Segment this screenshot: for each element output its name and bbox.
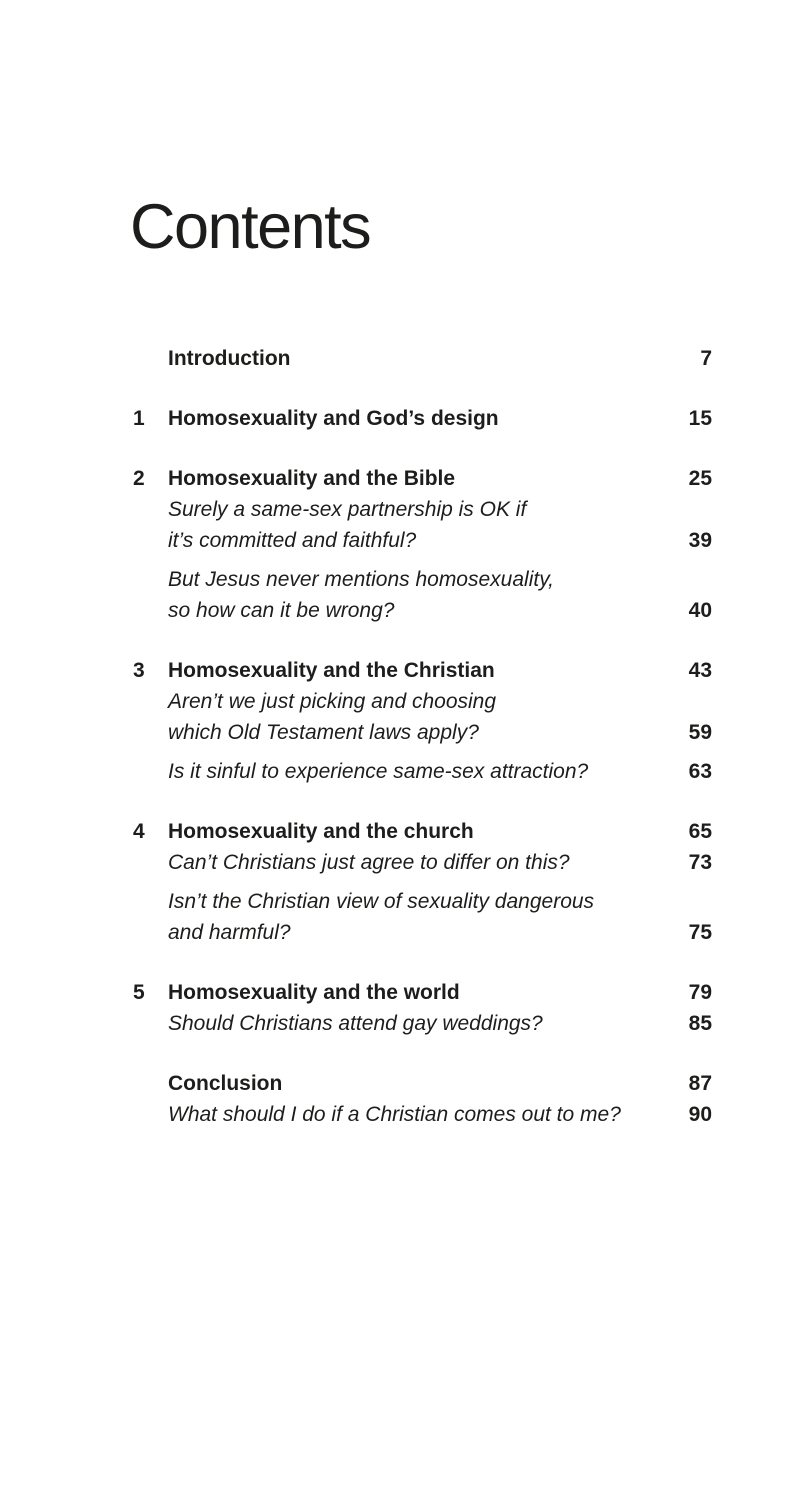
toc-entry-chapter-4 (133, 816, 712, 948)
toc-page-number: 25 (688, 467, 712, 490)
toc-page-number: 43 (688, 659, 712, 682)
question-line: What should I do if a Christian comes out to me? (168, 1103, 621, 1126)
toc-page-number: 65 (688, 820, 712, 843)
toc-page-number: 79 (688, 981, 712, 1004)
question-line: Aren’t we just picking and choosing (168, 690, 497, 713)
question-row (133, 525, 712, 556)
toc-entry-chapter-5 (133, 977, 712, 1039)
question-row (133, 1099, 712, 1130)
chapter-number: 3 (133, 659, 145, 682)
toc-title-row (133, 403, 712, 434)
table-of-contents (133, 343, 712, 1130)
question-row (133, 847, 712, 878)
chapter-title: Homosexuality and the Bible (168, 467, 456, 490)
chapter-title: Homosexuality and God’s design (168, 407, 499, 430)
toc-page-number: 75 (688, 921, 712, 944)
toc-title-row (133, 977, 712, 1008)
question-line: which Old Testament laws apply? (168, 721, 479, 744)
toc-page-number: 73 (688, 851, 712, 874)
question-row (133, 1008, 712, 1039)
question-row (133, 886, 712, 917)
toc-page-number: 63 (688, 760, 712, 783)
question-block (133, 1099, 712, 1130)
toc-title-row (133, 343, 712, 374)
toc-page-number: 85 (688, 1012, 712, 1035)
toc-page-number: 87 (688, 1072, 712, 1095)
toc-entry-introduction (133, 343, 712, 374)
chapter-title: Introduction (168, 347, 291, 370)
question-line: Surely a same-sex partnership is OK if (168, 498, 527, 521)
chapter-title: Homosexuality and the Christian (168, 659, 495, 682)
toc-page-number: 39 (688, 529, 712, 552)
page-title: Contents (130, 192, 371, 262)
question-block (133, 564, 712, 626)
chapter-number: 2 (133, 467, 145, 490)
question-line: Can’t Christians just agree to differ on this? (168, 851, 570, 874)
toc-entry-chapter-1 (133, 403, 712, 434)
question-row (133, 564, 712, 595)
question-row (133, 917, 712, 948)
question-line: it’s committed and faithful? (168, 529, 417, 552)
toc-page-number: 90 (688, 1103, 712, 1126)
toc-entry-chapter-3 (133, 655, 712, 787)
question-block (133, 756, 712, 787)
question-row (133, 686, 712, 717)
question-block (133, 847, 712, 878)
question-block (133, 886, 712, 948)
book-contents-page (0, 192, 800, 1130)
toc-title-row (133, 1068, 712, 1099)
chapter-title: Conclusion (168, 1072, 283, 1095)
toc-page-number: 59 (688, 721, 712, 744)
question-block (133, 494, 712, 556)
question-row (133, 494, 712, 525)
question-line: Should Christians attend gay weddings? (168, 1012, 543, 1035)
question-row (133, 717, 712, 748)
chapter-number: 1 (133, 407, 145, 430)
toc-page-number: 40 (688, 599, 712, 622)
chapter-number: 5 (133, 981, 145, 1004)
question-line: Is it sinful to experience same-sex attraction? (168, 760, 589, 783)
question-line: so how can it be wrong? (168, 599, 395, 622)
toc-title-row (133, 816, 712, 847)
question-line: Isn’t the Christian view of sexuality dangerous (168, 890, 595, 913)
chapter-title: Homosexuality and the church (168, 820, 474, 843)
toc-entry-chapter-2 (133, 463, 712, 626)
toc-title-row (133, 655, 712, 686)
question-row (133, 595, 712, 626)
question-block (133, 686, 712, 748)
toc-title-row (133, 463, 712, 494)
question-row (133, 756, 712, 787)
toc-entry-conclusion (133, 1068, 712, 1130)
toc-page-number: 15 (688, 407, 712, 430)
question-block (133, 1008, 712, 1039)
toc-page-number: 7 (700, 347, 712, 370)
chapter-title: Homosexuality and the world (168, 981, 460, 1004)
chapter-number: 4 (133, 820, 145, 843)
question-line: and harmful? (168, 921, 291, 944)
question-line: But Jesus never mentions homosexuality, (168, 568, 554, 591)
